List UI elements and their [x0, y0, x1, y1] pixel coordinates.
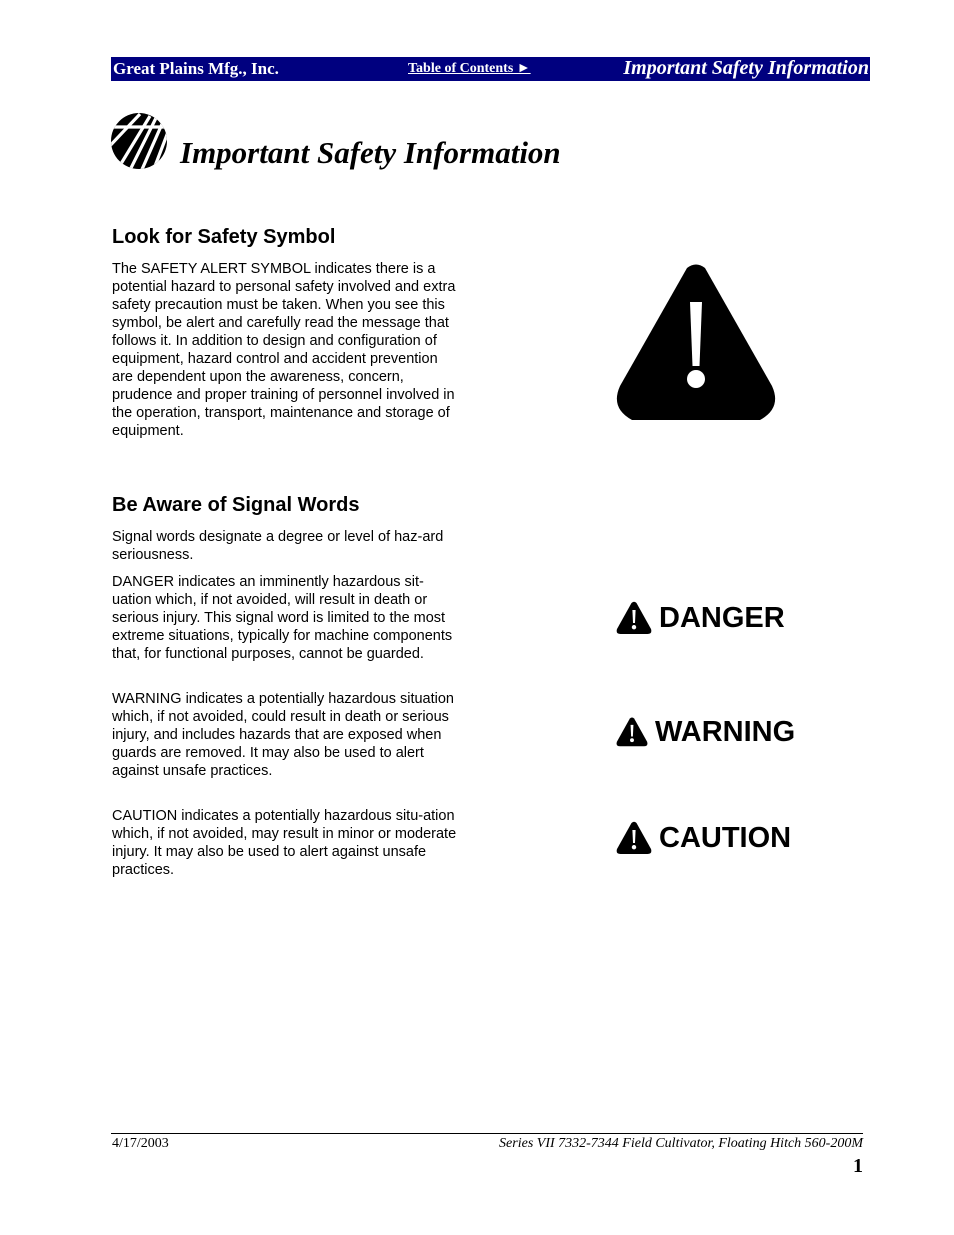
section-heading-safety-symbol: Look for Safety Symbol: [112, 226, 336, 248]
signal-warning: [616, 715, 795, 749]
header-section-title: Important Safety Information: [623, 57, 869, 79]
signal-word-caution: CAUTION: [659, 821, 792, 854]
signal-word-danger: DANGER: [659, 601, 785, 634]
page-number: 1: [853, 1155, 863, 1177]
footer-divider: [111, 1133, 863, 1134]
footer-date: 4/17/2003: [112, 1136, 169, 1151]
paragraph-warning: WARNING indicates a potentially hazardous situation which, if not avoided, could result in death or serious injury, and includes hazards that are exposed when guards are removed. It may also be used to alert against unsafe practices.: [112, 691, 454, 779]
signal-caution: [616, 821, 791, 855]
paragraph-safety-symbol: The SAFETY ALERT SYMBOL indicates there is a potential hazard to personal safety involved and extra safety precaution must be taken. When you see this symbol, be alert and carefully read the message that follows it. In addition to design and configuration of equipment, hazard control and accident prevention are dependent upon the awareness, concern, prudence and proper training of personnel involved in the operation, transport, maintenance and storage of equipment.: [112, 261, 456, 439]
footer-publication: Series VII 7332-7344 Field Cultivator, Floating Hitch 560-200M: [499, 1136, 863, 1151]
safety-alert-icon: [616, 821, 652, 855]
safety-alert-icon: [616, 601, 652, 635]
paragraph-signal-words-intro: Signal words designate a degree or level of haz-ard seriousness.: [112, 529, 444, 563]
page-title: Important Safety Information: [180, 135, 561, 170]
table-of-contents-link[interactable]: Table of Contents ►: [408, 61, 531, 76]
safety-alert-symbol-icon: [614, 262, 778, 426]
signal-word-warning: WARNING: [655, 715, 796, 748]
paragraph-danger: DANGER indicates an imminently hazardous sit-uation which, if not avoided, will result in death or serious injury. This signal word is limited to the most extreme situations, typically for machine components that, for functional purposes, cannot be guarded.: [112, 574, 453, 662]
great-plains-logo-icon: [110, 112, 168, 170]
header-bar: [111, 57, 870, 81]
safety-alert-icon: [616, 715, 648, 749]
company-name: Great Plains Mfg., Inc.: [113, 59, 279, 78]
paragraph-caution: CAUTION indicates a potentially hazardous situ-ation which, if not avoided, may result in minor or moderate injury. It may also be used to alert against unsafe practices.: [112, 808, 457, 878]
section-heading-signal-words: Be Aware of Signal Words: [112, 494, 360, 516]
signal-danger: [616, 601, 785, 635]
